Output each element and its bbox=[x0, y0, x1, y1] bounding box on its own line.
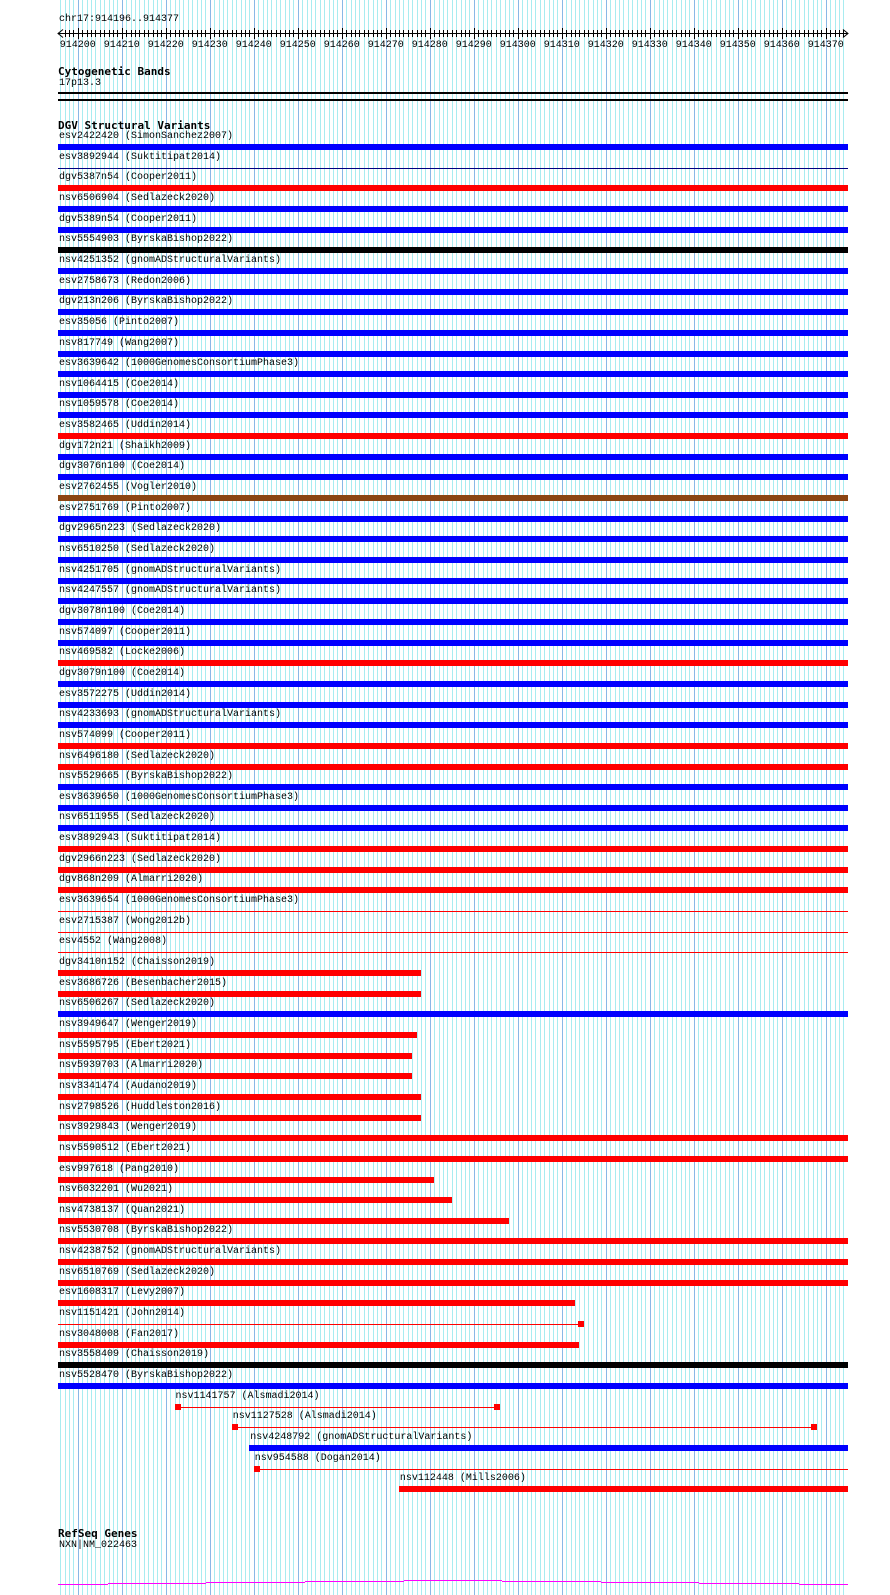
variant-label[interactable]: dgv3079n100 (Coe2014) bbox=[59, 667, 186, 679]
variant-label[interactable]: nsv1064415 (Coe2014) bbox=[59, 378, 180, 390]
variant-bar[interactable] bbox=[58, 911, 848, 912]
variant-bar[interactable] bbox=[58, 1383, 848, 1389]
variant-label[interactable]: nsv5939703 (Almarri2020) bbox=[59, 1060, 204, 1072]
variant-label[interactable]: nsv954588 (Dogan2014) bbox=[254, 1452, 381, 1464]
variant-bar[interactable] bbox=[58, 932, 848, 933]
variant-bar[interactable] bbox=[58, 1280, 848, 1286]
variant-label[interactable]: nsv3558409 (Chaisson2019) bbox=[59, 1349, 210, 1361]
variant-label[interactable]: nsv112448 (Mills2006) bbox=[399, 1473, 526, 1485]
variant-bar[interactable] bbox=[58, 330, 848, 336]
variant-label[interactable]: esv3582465 (Uddin2014) bbox=[59, 420, 192, 432]
variant-bar[interactable] bbox=[399, 1486, 848, 1492]
variant-label[interactable]: nsv4247557 (gnomADStructuralVariants) bbox=[59, 585, 282, 597]
variant-label[interactable]: dgv5389n54 (Cooper2011) bbox=[59, 213, 198, 225]
variant-bar[interactable] bbox=[58, 474, 848, 480]
variant-bar[interactable] bbox=[58, 168, 848, 169]
variant-bar[interactable] bbox=[58, 1115, 421, 1121]
variant-bar[interactable] bbox=[58, 970, 421, 976]
variant-bar[interactable] bbox=[58, 1011, 848, 1017]
variant-label[interactable]: nsv469582 (Locke2006) bbox=[59, 647, 186, 659]
variant-label[interactable]: nsv3929843 (Wenger2019) bbox=[59, 1122, 198, 1134]
ruler-tick-label: 914240 bbox=[235, 40, 272, 51]
variant-bar[interactable] bbox=[58, 1362, 848, 1368]
variant-label[interactable]: esv4552 (Wang2008) bbox=[59, 936, 168, 948]
ruler-tick-label: 914360 bbox=[763, 40, 800, 51]
variant-bar[interactable] bbox=[58, 1032, 417, 1038]
variant-bar[interactable] bbox=[58, 1238, 848, 1244]
variant-bar[interactable] bbox=[58, 536, 848, 542]
variant-label[interactable]: dgv172n21 (Shaikh2009) bbox=[59, 440, 192, 452]
variant-bar[interactable] bbox=[58, 887, 848, 893]
variant-label[interactable]: nsv1151421 (John2014) bbox=[59, 1308, 186, 1320]
variant-label[interactable]: esv3639642 (1000GenomesConsortiumPhase3) bbox=[59, 358, 300, 370]
variant-label[interactable]: esv2758673 (Redon2006) bbox=[59, 275, 192, 287]
gene-model[interactable] bbox=[0, 1575, 890, 1595]
variant-label[interactable]: esv2762455 (Vogler2010) bbox=[59, 482, 198, 494]
variant-bar[interactable] bbox=[58, 825, 848, 831]
variant-end-marker bbox=[494, 1404, 500, 1410]
variant-label[interactable]: nsv6032201 (Wu2021) bbox=[59, 1184, 174, 1196]
variant-bar[interactable] bbox=[58, 743, 848, 749]
variant-label[interactable]: dgv3076n100 (Coe2014) bbox=[59, 461, 186, 473]
ruler-tick-label: 914310 bbox=[543, 40, 580, 51]
variant-bar[interactable] bbox=[58, 598, 848, 604]
variant-label[interactable]: nsv4251352 (gnomADStructuralVariants) bbox=[59, 254, 282, 266]
variant-bar[interactable] bbox=[58, 1073, 412, 1079]
variant-label[interactable]: nsv4238752 (gnomADStructuralVariants) bbox=[59, 1246, 282, 1258]
variant-bar[interactable] bbox=[58, 1156, 848, 1162]
variant-bar[interactable] bbox=[58, 392, 848, 398]
variant-bar[interactable] bbox=[58, 309, 848, 315]
variant-label[interactable]: nsv2798526 (Huddleston2016) bbox=[59, 1101, 222, 1113]
ruler-tick-label: 914220 bbox=[147, 40, 184, 51]
variant-bar[interactable] bbox=[58, 722, 848, 728]
variant-label[interactable]: nsv4738137 (Quan2021) bbox=[59, 1204, 186, 1216]
variant-bar[interactable] bbox=[58, 206, 848, 212]
variant-label[interactable]: nsv1127528 (Alsmadi2014) bbox=[232, 1411, 377, 1423]
variant-bar[interactable] bbox=[58, 702, 848, 708]
variant-end-marker bbox=[254, 1466, 260, 1472]
variant-end-marker bbox=[232, 1424, 238, 1430]
variant-bar[interactable] bbox=[58, 1342, 579, 1348]
variant-label[interactable]: nsv5554903 (ByrskaBishop2022) bbox=[59, 234, 234, 246]
variant-label[interactable]: nsv5595795 (Ebert2021) bbox=[59, 1039, 192, 1051]
variant-bar[interactable] bbox=[58, 371, 848, 377]
variant-label[interactable]: nsv5590512 (Ebert2021) bbox=[59, 1142, 192, 1154]
variant-bar[interactable] bbox=[58, 268, 848, 274]
variant-bar[interactable] bbox=[58, 1177, 434, 1183]
variant-label[interactable]: nsv6510769 (Sedlazeck2020) bbox=[59, 1266, 216, 1278]
variant-label[interactable]: dgv213n206 (ByrskaBishop2022) bbox=[59, 296, 234, 308]
variant-label[interactable]: nsv3341474 (Audano2019) bbox=[59, 1080, 198, 1092]
variant-label[interactable]: dgv2965n223 (Sedlazeck2020) bbox=[59, 523, 222, 535]
variant-label[interactable]: nsv817749 (Wang2007) bbox=[59, 337, 180, 349]
variant-bar[interactable] bbox=[58, 1197, 452, 1203]
gene-label[interactable]: NXN|NM_022463 bbox=[59, 1540, 138, 1551]
variant-bar[interactable] bbox=[58, 144, 848, 150]
ruler-tick-label: 914350 bbox=[719, 40, 756, 51]
variant-label[interactable]: dgv5387n54 (Cooper2011) bbox=[59, 172, 198, 184]
ruler-tick-label: 914330 bbox=[631, 40, 668, 51]
variant-label[interactable]: nsv574099 (Cooper2011) bbox=[59, 729, 192, 741]
dgv-track-title: DGV Structural Variants bbox=[58, 119, 211, 132]
variant-label[interactable]: nsv1059578 (Coe2014) bbox=[59, 399, 180, 411]
variant-label[interactable]: dgv3410n152 (Chaisson2019) bbox=[59, 957, 216, 968]
variant-end-marker bbox=[578, 1321, 584, 1327]
variant-label[interactable]: nsv4248792 (gnomADStructuralVariants) bbox=[250, 1431, 473, 1443]
variant-bar[interactable] bbox=[58, 185, 848, 191]
variant-label[interactable]: nsv6506904 (Sedlazeck2020) bbox=[59, 192, 216, 204]
variant-bar[interactable] bbox=[58, 1300, 575, 1306]
variant-bar[interactable] bbox=[58, 516, 848, 522]
variant-bar[interactable] bbox=[58, 991, 421, 997]
variant-label[interactable]: esv2715387 (Wong2012b) bbox=[59, 915, 192, 927]
variant-bar[interactable] bbox=[58, 640, 848, 646]
variant-label[interactable]: nsv6511955 (Sedlazeck2020) bbox=[59, 812, 216, 824]
variant-label[interactable]: esv2422420 (SimonSanchez2007) bbox=[59, 131, 234, 142]
cytoband-track-title: Cytogenetic Bands bbox=[58, 65, 171, 78]
variant-bar[interactable] bbox=[58, 619, 848, 625]
ruler-tick-label: 914260 bbox=[323, 40, 360, 51]
variant-label[interactable]: nsv3949647 (Wenger2019) bbox=[59, 1018, 198, 1030]
variant-bar[interactable] bbox=[58, 764, 848, 770]
variant-label[interactable]: esv3892944 (Suktitipat2014) bbox=[59, 151, 222, 163]
variant-label[interactable]: nsv6506267 (Sedlazeck2020) bbox=[59, 998, 216, 1010]
variant-bar[interactable] bbox=[58, 1053, 412, 1059]
variant-bar[interactable] bbox=[58, 805, 848, 811]
variant-label[interactable]: esv997618 (Pang2010) bbox=[59, 1163, 180, 1175]
variant-label[interactable]: nsv1141757 (Alsmadi2014) bbox=[175, 1390, 320, 1402]
variant-label[interactable]: dgv2966n223 (Sedlazeck2020) bbox=[59, 853, 222, 865]
variant-bar[interactable] bbox=[58, 247, 848, 253]
ruler-tick-label: 914370 bbox=[807, 40, 844, 51]
variant-bar[interactable] bbox=[58, 412, 848, 418]
variant-bar[interactable] bbox=[58, 660, 848, 666]
ruler-tick-label: 914200 bbox=[59, 40, 96, 51]
refseq-track-title: RefSeq Genes bbox=[58, 1527, 138, 1540]
variant-bar[interactable] bbox=[58, 1135, 848, 1141]
ruler-tick-label: 914290 bbox=[455, 40, 492, 51]
variant-bar[interactable] bbox=[58, 289, 848, 295]
variant-label[interactable]: nsv5530708 (ByrskaBishop2022) bbox=[59, 1225, 234, 1237]
variant-bar[interactable] bbox=[58, 433, 848, 439]
variant-label[interactable]: dgv868n209 (Almarri2020) bbox=[59, 874, 204, 886]
variant-label[interactable]: esv3639654 (1000GenomesConsortiumPhase3) bbox=[59, 895, 300, 907]
variant-label[interactable]: esv1608317 (Levy2007) bbox=[59, 1287, 186, 1299]
variant-bar[interactable] bbox=[58, 578, 848, 584]
ruler-tick-label: 914270 bbox=[367, 40, 404, 51]
variant-bar[interactable] bbox=[58, 557, 848, 563]
variant-bar[interactable] bbox=[58, 784, 848, 790]
variant-label[interactable]: nsv4251705 (gnomADStructuralVariants) bbox=[59, 564, 282, 576]
variant-bar[interactable] bbox=[58, 454, 848, 460]
ruler-tick-label: 914250 bbox=[279, 40, 316, 51]
variant-bar[interactable] bbox=[58, 1324, 584, 1325]
variant-label[interactable]: esv3572275 (Uddin2014) bbox=[59, 688, 192, 700]
variant-bar[interactable] bbox=[254, 1469, 848, 1470]
variant-label[interactable]: esv2751769 (Pinto2007) bbox=[59, 502, 192, 514]
variant-label[interactable]: dgv3078n100 (Coe2014) bbox=[59, 605, 186, 617]
variant-bar[interactable] bbox=[58, 495, 848, 501]
variant-bar[interactable] bbox=[58, 1094, 421, 1100]
location-label: chr17:914196..914377 bbox=[59, 14, 180, 25]
variant-bar[interactable] bbox=[232, 1427, 817, 1428]
variant-label[interactable]: nsv5528470 (ByrskaBishop2022) bbox=[59, 1370, 234, 1381]
variant-label[interactable]: esv3639650 (1000GenomesConsortiumPhase3) bbox=[59, 791, 300, 803]
variant-label[interactable]: nsv4233693 (gnomADStructuralVariants) bbox=[59, 709, 282, 721]
variant-label[interactable]: nsv574097 (Cooper2011) bbox=[59, 626, 192, 638]
variant-bar[interactable] bbox=[58, 952, 848, 953]
cytoband-label: 17p13.3 bbox=[59, 78, 102, 89]
variant-label[interactable]: esv35056 (Pinto2007) bbox=[59, 316, 180, 328]
variant-label[interactable]: nsv3048008 (Fan2017) bbox=[59, 1328, 180, 1340]
variant-label[interactable]: nsv5529665 (ByrskaBishop2022) bbox=[59, 771, 234, 783]
variant-bar[interactable] bbox=[58, 1259, 848, 1265]
variant-label[interactable]: esv3686726 (Besenbacher2015) bbox=[59, 977, 228, 989]
ruler-tick-label: 914210 bbox=[103, 40, 140, 51]
variant-end-marker bbox=[811, 1424, 817, 1430]
ruler-tick-label: 914280 bbox=[411, 40, 448, 51]
ruler-tick-label: 914320 bbox=[587, 40, 624, 51]
variant-bar[interactable] bbox=[58, 1218, 509, 1224]
variant-end-marker bbox=[175, 1404, 181, 1410]
variant-label[interactable]: nsv6510250 (Sedlazeck2020) bbox=[59, 544, 216, 555]
cytoband-top-line bbox=[58, 92, 848, 94]
variant-bar[interactable] bbox=[58, 227, 848, 233]
ruler-tick-label: 914340 bbox=[675, 40, 712, 51]
variant-bar[interactable] bbox=[58, 867, 848, 873]
cytoband-bottom-line bbox=[58, 99, 848, 101]
ruler-tick-label: 914300 bbox=[499, 40, 536, 51]
variant-label[interactable]: nsv6496180 (Sedlazeck2020) bbox=[59, 750, 216, 762]
variant-bar[interactable] bbox=[175, 1407, 501, 1408]
variant-label[interactable]: esv3892943 (Suktitipat2014) bbox=[59, 833, 222, 845]
variant-bar[interactable] bbox=[249, 1445, 848, 1451]
variant-bar[interactable] bbox=[58, 846, 848, 852]
ruler-tick-label: 914230 bbox=[191, 40, 228, 51]
variant-bar[interactable] bbox=[58, 351, 848, 357]
variant-bar[interactable] bbox=[58, 681, 848, 687]
